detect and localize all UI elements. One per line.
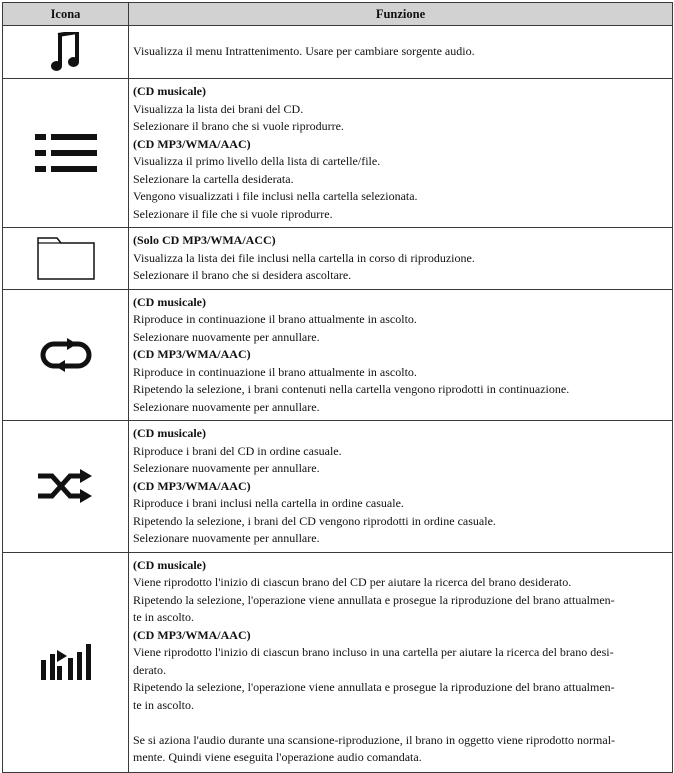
header-icon: Icona — [3, 3, 129, 26]
description-line: Selezionare nuovamente per annullare. — [133, 531, 320, 545]
description-line: derato. — [133, 662, 166, 677]
function-cell — [129, 79, 673, 228]
section-heading: (CD MP3/WMA/AAC) — [133, 347, 251, 361]
repeat-icon — [39, 338, 93, 372]
description-line: Viene riprodotto l'inizio di ciascun brano del CD per aiutare la ricerca del brano desiderato. — [133, 575, 572, 589]
description-line: Selezionare il brano che si vuole riprodurre. — [133, 119, 344, 133]
function-table — [2, 2, 673, 773]
table-row — [3, 26, 673, 79]
description-line: te in ascolto. — [133, 610, 194, 624]
section-heading: (CD MP3/WMA/AAC) — [133, 627, 251, 642]
icon-cell — [3, 552, 129, 772]
description-line — [133, 714, 666, 732]
table-row — [3, 79, 673, 228]
section-heading: (CD musicale) — [133, 84, 206, 98]
table-row — [3, 421, 673, 553]
description-line: te in ascolto. — [133, 697, 194, 712]
shuffle-icon — [38, 469, 94, 503]
description-line: Riproduce i brani del CD in ordine casuale. — [133, 443, 342, 458]
section-heading: (CD musicale) — [133, 557, 206, 572]
description-line: Viene riprodotto l'inizio di ciascun brano incluso in una cartella per aiutare la ricerca del brano desi- — [133, 645, 614, 659]
description-line: Ripetendo la selezione, l'operazione viene annullata e prosegue la riproduzione del brano attualmen- — [133, 592, 615, 607]
description-line: Visualizza la lista dei file inclusi nella cartella in corso di riproduzione. — [133, 250, 475, 265]
function-cell — [129, 289, 673, 421]
function-cell — [129, 228, 673, 290]
section-heading: (Solo CD MP3/WMA/ACC) — [133, 233, 276, 247]
list-icon — [35, 134, 97, 172]
table-row — [3, 228, 673, 290]
description-line: Selezionare nuovamente per annullare. — [133, 461, 320, 475]
icon-cell — [3, 79, 129, 228]
description-line: Se si aziona l'audio durante una scansione-riproduzione, il brano in oggetto viene riprodotto normal- — [133, 732, 616, 747]
section-heading: (CD musicale) — [133, 294, 206, 309]
section-heading: (CD musicale) — [133, 426, 206, 440]
header-function: Funzione — [129, 3, 673, 26]
description-line: Selezionare il file che si vuole riprodurre. — [133, 206, 333, 221]
description-line: mente. Quindi viene eseguita l'operazione audio comandata. — [133, 750, 422, 764]
description-line: Riproduce in continuazione il brano attualmente in ascolto. — [133, 364, 417, 379]
scan-icon — [41, 644, 91, 680]
function-cell — [129, 26, 673, 79]
description-line: Selezionare il brano che si desidera ascoltare. — [133, 268, 352, 282]
description-line: Visualizza il menu Intrattenimento. Usare per cambiare sorgente audio. — [133, 44, 475, 59]
table-row — [3, 552, 673, 772]
table-row — [3, 289, 673, 421]
section-heading: (CD MP3/WMA/AAC) — [133, 136, 251, 151]
description-line: Vengono visualizzati i file inclusi nella cartella selezionata. — [133, 189, 418, 203]
description-line: Ripetendo la selezione, i brani contenuti nella cartella vengono riprodotti in continuazione. — [133, 382, 570, 396]
description-line: Selezionare nuovamente per annullare. — [133, 329, 320, 344]
icon-cell — [3, 26, 129, 79]
description-line: Riproduce i brani inclusi nella cartella in ordine casuale. — [133, 496, 404, 510]
function-cell — [129, 421, 673, 553]
description-line: Selezionare nuovamente per annullare. — [133, 399, 320, 414]
description-line: Visualizza il primo livello della lista di cartelle/file. — [133, 154, 381, 168]
table-header-row — [3, 3, 673, 26]
description-line: Ripetendo la selezione, l'operazione viene annullata e prosegue la riproduzione del brano attualmen- — [133, 680, 615, 694]
description-line: Visualizza la lista dei brani del CD. — [133, 101, 304, 116]
icon-cell — [3, 421, 129, 553]
description-line: Ripetendo la selezione, i brani del CD vengono riprodotti in ordine casuale. — [133, 513, 496, 528]
icon-cell — [3, 289, 129, 421]
folder-icon — [37, 236, 95, 280]
description-line: Riproduce in continuazione il brano attualmente in ascolto. — [133, 312, 417, 326]
icon-cell — [3, 228, 129, 290]
description-line: Selezionare la cartella desiderata. — [133, 171, 294, 186]
music-note-icon — [51, 32, 81, 72]
section-heading: (CD MP3/WMA/AAC) — [133, 478, 251, 493]
function-cell — [129, 552, 673, 772]
page — [2, 2, 672, 773]
